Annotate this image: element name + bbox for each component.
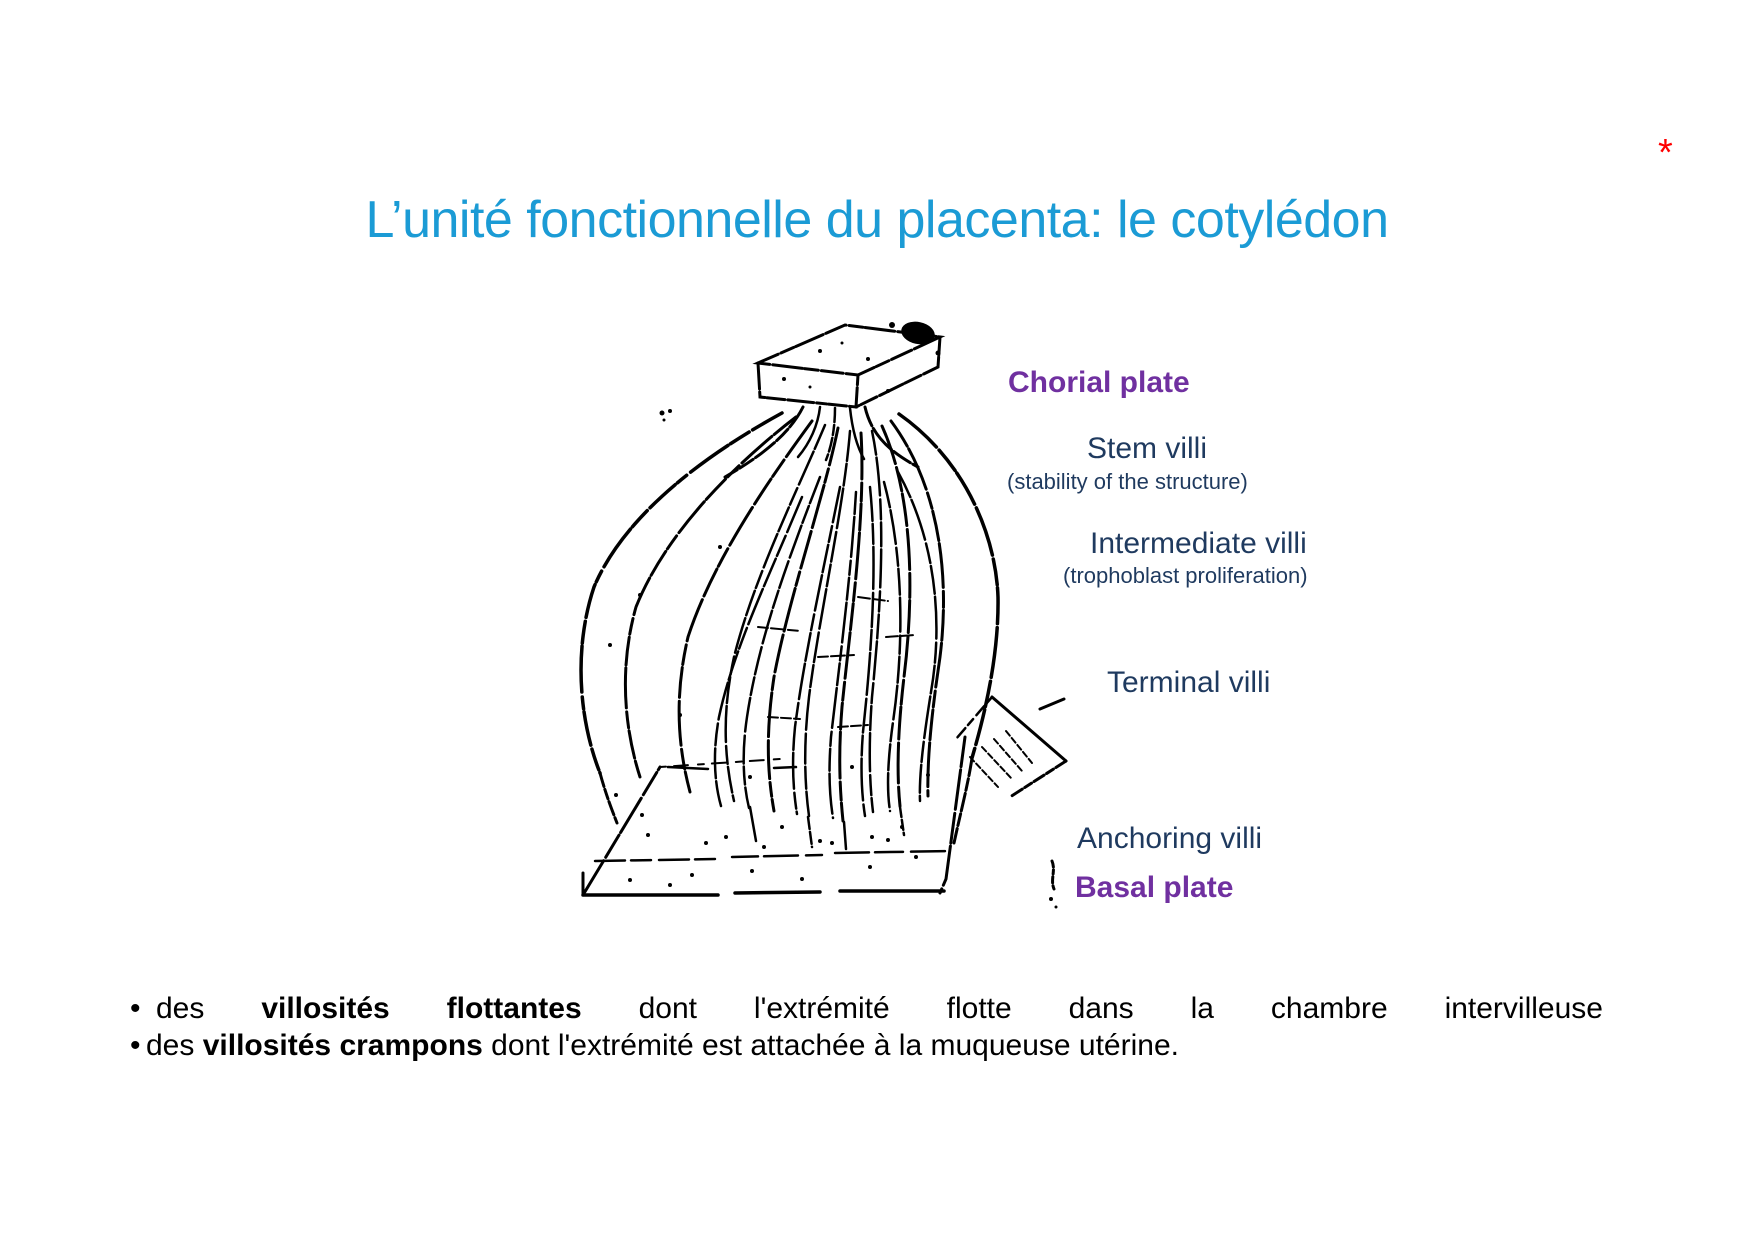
bullet-item-crampons [130, 1027, 1603, 1064]
cotyledon-drawing [520, 295, 1080, 920]
bullet-marker: • [130, 992, 141, 1025]
bullet-text [156, 990, 1603, 1027]
label-stem-villi: Stem villi [1087, 432, 1208, 465]
label-intermediate-villi-subtext: (trophoblast proliferation) [1063, 563, 1308, 588]
bullet-list [130, 990, 1603, 1064]
bullet-text-pre: des [156, 992, 262, 1025]
bullet-text-bold: villosités flottantes [261, 992, 582, 1025]
label-chorial-plate: Chorial plate [1008, 366, 1190, 399]
stem-villi-strands [581, 407, 998, 849]
bullet-text-post: dont l'extrémité flotte dans la chambre intervilleuse [581, 992, 1603, 1025]
bullet-text-pre: des [146, 1029, 203, 1062]
slide-title: L’unité fonctionnelle du placenta: le cotylédon [365, 191, 1389, 249]
bullet-text-post: dont l'extrémité est attachée à la muqueuse utérine. [482, 1029, 1179, 1062]
bullet-item-flottantes [130, 990, 1603, 1027]
bullet-text [146, 1027, 1603, 1064]
anchoring-flap-shape [956, 697, 1066, 797]
label-intermediate-villi: Intermediate villi [1090, 527, 1307, 560]
label-stem-villi-subtext: (stability of the structure) [1007, 469, 1248, 494]
bullet-marker: • [130, 1029, 141, 1062]
chorial-plate-shape [758, 319, 941, 407]
label-anchoring-villi: Anchoring villi [1077, 822, 1263, 855]
bullet-text-bold: villosités crampons [202, 1029, 483, 1062]
footnote-asterisk: * [1658, 132, 1673, 174]
label-terminal-villi: Terminal villi [1107, 666, 1271, 699]
label-basal-plate: Basal plate [1075, 871, 1234, 904]
